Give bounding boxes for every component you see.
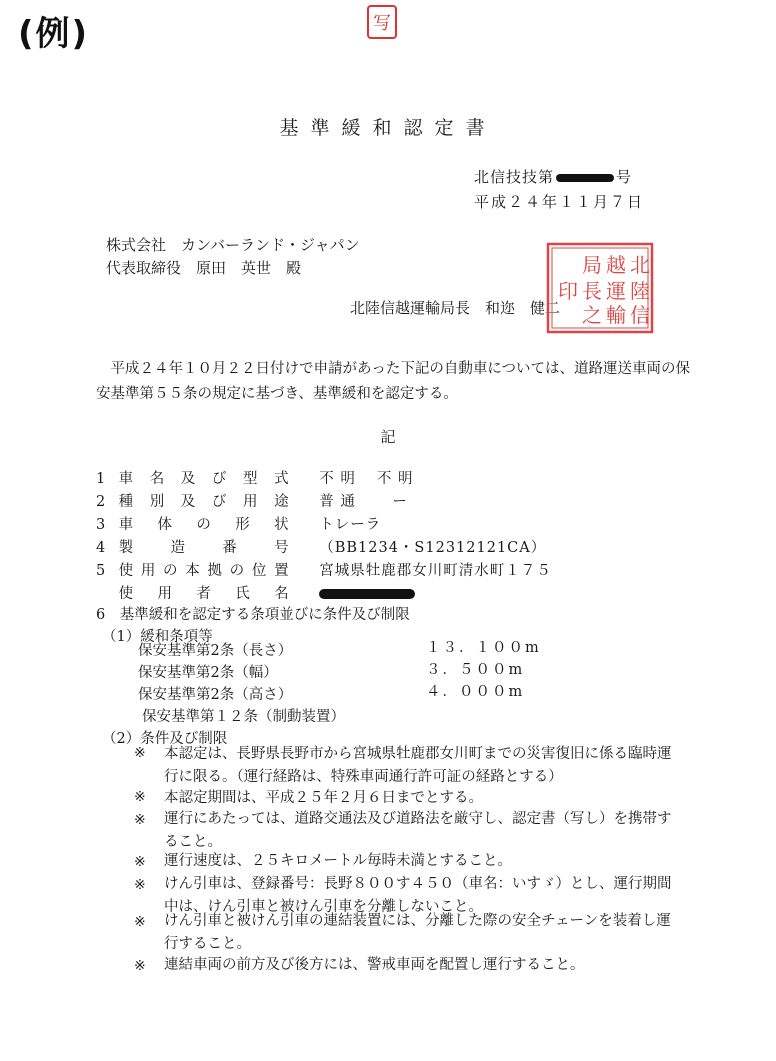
- condition-item: 本認定は、長野県長野市から宮城県牡鹿郡女川町までの災害復旧に係る臨時運行に限る。（運行経路は、特殊車両通行許可証の経路とする）: [164, 746, 672, 785]
- relaxation-label: 保安基準第１２条（制動装置）: [142, 709, 345, 725]
- condition-item: 本認定期間は、平成２５年２月６日までとする。: [164, 790, 483, 806]
- copy-stamp-text: 写: [373, 13, 391, 34]
- note-mark: ※: [134, 854, 146, 870]
- list-item: 5 使用の本拠の位置 宮城県牡鹿郡女川町清水町１７５: [96, 563, 552, 579]
- issuer-name: 北陸信越運輸局長 和迩 健二: [350, 299, 561, 317]
- note-mark: ※: [134, 789, 146, 805]
- relaxation-label: 保安基準第2条（高さ）: [138, 687, 293, 703]
- section-6-heading: 6 基準緩和を認定する条項並びに条件及び制限: [96, 607, 410, 623]
- note-mark: ※: [134, 958, 146, 974]
- list-item: 2 種別及び用途 普 通 ー: [96, 494, 408, 510]
- section-6-sub2: （2）条件及び制限: [102, 731, 228, 747]
- note-mark: ※: [134, 745, 146, 761]
- note-mark: ※: [134, 877, 146, 893]
- doc-no-prefix: 北信技技第: [474, 168, 555, 186]
- example-label: (例): [18, 14, 90, 54]
- list-item: 3 車体の形状 トレーラ: [96, 517, 382, 533]
- note-mark: ※: [134, 914, 146, 930]
- ki-heading: 記: [380, 428, 396, 446]
- svg-text:北: 北: [630, 253, 650, 277]
- addressee-company: 株式会社 カンバーランド・ジャパン: [106, 236, 360, 254]
- body-paragraph: 平成２４年１０月２２日付けで申請があった下記の自動車については、道路運送車両の保安基準第５５条の規定に基づき、基準緩和を認定する。: [96, 361, 691, 402]
- document-number: [474, 166, 632, 187]
- relaxation-value: １３．１００m: [426, 640, 541, 656]
- list-item: 使用者氏名: [96, 582, 415, 603]
- condition-item: 運行速度は、２５キロメートル毎時未満とすること。: [164, 853, 512, 869]
- svg-text:運: 運: [606, 279, 626, 303]
- condition-item: けん引車は、登録番号：長野８００す４５０（車名：いすゞ）とし、運行期間中は、けん引車と被けん引車を分離しないこと。: [164, 876, 672, 915]
- copy-stamp: [362, 2, 402, 42]
- relaxation-label: 保安基準第2条（幅）: [138, 665, 278, 681]
- document-title: 基準緩和認定書: [279, 117, 497, 139]
- svg-text:越: 越: [606, 253, 626, 277]
- svg-text:之: 之: [582, 303, 602, 327]
- list-item: 1 車名及び型式 不 明 不 明: [96, 471, 414, 487]
- condition-item: 連結車両の前方及び後方には、警戒車両を配置し運行すること。: [164, 957, 585, 973]
- addressee-representative: 代表取締役 原田 英世 殿: [106, 259, 302, 277]
- condition-item: けん引車と被けん引車の連結装置には、分離した際の安全チェーンを装着し運行すること。: [164, 913, 671, 952]
- svg-text:局: 局: [582, 253, 602, 277]
- relaxation-label: 保安基準第2条（長さ）: [138, 643, 293, 659]
- doc-no-suffix: 号: [616, 168, 633, 186]
- redacted-user-name: [319, 589, 415, 599]
- issue-date: 平成２４年１１月７日: [474, 193, 645, 211]
- svg-text:陸: 陸: [630, 279, 650, 303]
- note-mark: ※: [134, 812, 146, 828]
- section-6-sub1: （1）緩和条項等: [102, 629, 213, 645]
- relaxation-value: ４．０００m: [426, 684, 525, 700]
- redacted-number: [556, 174, 614, 182]
- svg-text:信: 信: [630, 303, 650, 327]
- official-seal: [540, 238, 660, 338]
- svg-text:長: 長: [582, 279, 602, 303]
- relaxation-value: ３．５００m: [426, 662, 525, 678]
- svg-text:輸: 輸: [606, 303, 626, 327]
- list-item: 4 製造番号 （BB1234・S12312121CA）: [96, 540, 547, 556]
- condition-item: 運行にあたっては、道路交通法及び道路法を厳守し、認定書（写し）を携帯すること。: [164, 811, 672, 850]
- svg-text:印: 印: [558, 279, 578, 303]
